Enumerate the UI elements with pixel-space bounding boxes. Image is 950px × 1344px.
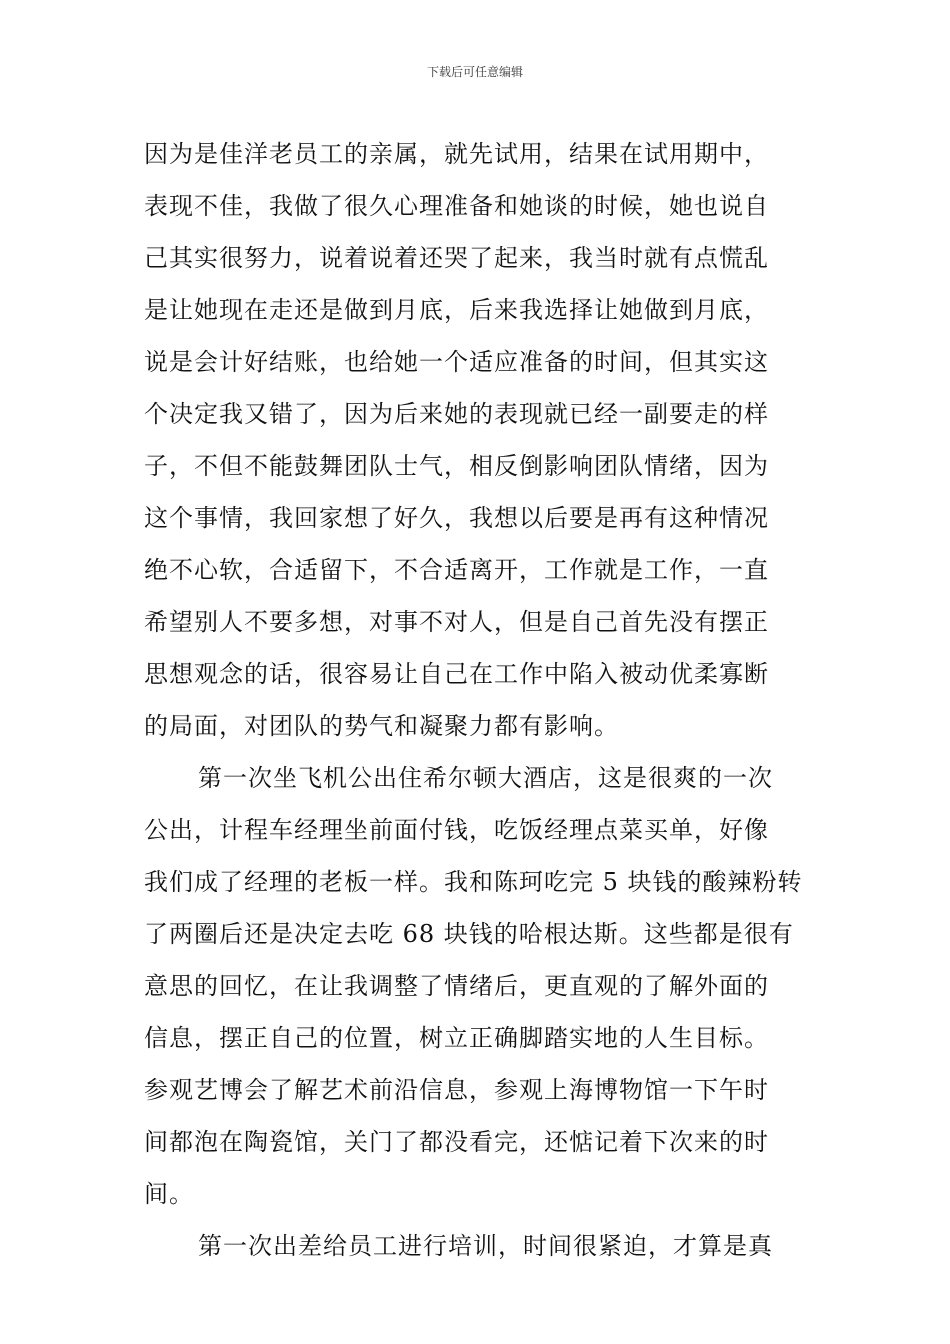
text-line: 子，不但不能鼓舞团队士气，相反倒影响团队情绪，因为 <box>144 452 769 480</box>
text-line: 公出，计程车经理坐前面付钱，吃饭经理点菜买单，好像 <box>144 816 769 844</box>
text-line: 思想观念的话，很容易让自己在工作中陷入被动优柔寡断 <box>144 660 769 688</box>
text-line: 因为是佳洋老员工的亲属，就先试用，结果在试用期中， <box>144 140 769 168</box>
paragraph-start-line: 第一次出差给员工进行培训，时间很紧迫，才算是真 <box>198 1232 773 1260</box>
text-line: 希望别人不要多想，对事不对人，但是自己首先没有摆正 <box>144 608 769 636</box>
text-line: 这个事情，我回家想了好久，我想以后要是再有这种情况 <box>144 504 769 532</box>
paragraph-start-line: 第一次坐飞机公出住希尔顿大酒店，这是很爽的一次 <box>198 764 773 792</box>
text-line: 绝不心软，合适留下，不合适离开，工作就是工作，一直 <box>144 556 769 584</box>
text-line: 个决定我又错了，因为后来她的表现就已经一副要走的样 <box>144 400 769 428</box>
text-line: 意思的回忆，在让我调整了情绪后，更直观的了解外面的 <box>144 972 769 1000</box>
text-line: 的局面，对团队的势气和凝聚力都有影响。 <box>144 712 619 740</box>
text-line: 信息，摆正自己的位置，树立正确脚踏实地的人生目标。 <box>144 1024 769 1052</box>
text-line: 间都泡在陶瓷馆，关门了都没看完，还惦记着下次来的时 <box>144 1128 769 1156</box>
text-line: 己其实很努力，说着说着还哭了起来，我当时就有点慌乱 <box>144 244 769 272</box>
body-text <box>144 128 808 1272</box>
text-line: 是让她现在走还是做到月底，后来我选择让她做到月底， <box>144 296 769 324</box>
text-line: 参观艺博会了解艺术前沿信息，参观上海博物馆一下午时 <box>144 1076 769 1104</box>
text-line: 表现不佳，我做了很久心理准备和她谈的时候，她也说自 <box>144 192 769 220</box>
text-line: 我们成了经理的老板一样。我和陈珂吃完 5 块钱的酸辣粉转 <box>144 868 803 896</box>
text-line: 间。 <box>144 1180 194 1208</box>
text-line: 说是会计好结账，也给她一个适应准备的时间，但其实这 <box>144 348 769 376</box>
text-line: 了两圈后还是决定去吃 68 块钱的哈根达斯。这些都是很有 <box>144 920 794 948</box>
page-header: 下载后可任意编辑 <box>426 65 523 79</box>
